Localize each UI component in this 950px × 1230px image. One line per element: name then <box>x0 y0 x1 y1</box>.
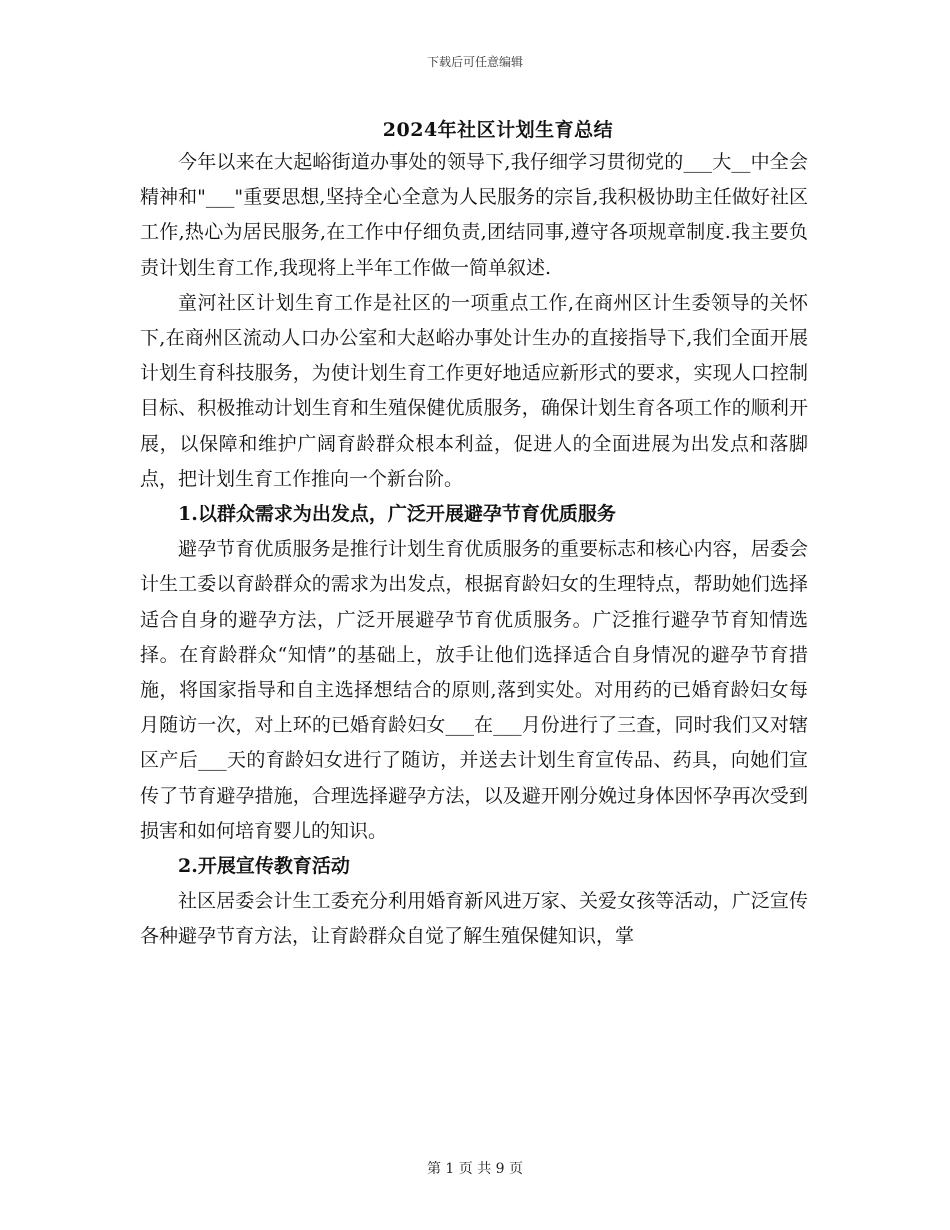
document-body <box>140 145 808 955</box>
page-footer: 第 1 页 共 9 页 <box>426 1161 524 1177</box>
paragraph-intro: 今年以来在大起峪街道办事处的领导下,我仔细学习贯彻党的___大__中全会精神和"___"重要思想,坚持全心全意为人民服务的宗旨,我积极协助主任做好社区工作,热心为居民服务,在工作中仔细负责,团结同事,遵守各项规章制度.我主要负责计划生育工作,我现将上半年工作做一简单叙述. <box>140 151 808 279</box>
section-heading-2: 2.开展宣传教育活动 <box>178 855 350 878</box>
document-title: 2024年社区计划生育总结 <box>382 119 614 141</box>
section-heading-1: 1.以群众需求为出发点，广泛开展避孕节育优质服务 <box>178 503 616 526</box>
paragraph-section-1: 避孕节育优质服务是推行计划生育优质服务的重要标志和核心内容，居委会计生工委以育龄群众的需求为出发点，根据育龄妇女的生理特点，帮助她们选择适合自身的避孕方法，广泛开展避孕节育优质服务。广泛推行避孕节育知情选择。在育龄群众“知情”的基础上，放手让他们选择适合自身情况的避孕节育措施，将国家指导和自主选择想结合的原则,落到实处。对用药的已婚育龄妇女每月随访一次，对上环的已婚育龄妇女___在___月份进行了三查，同时我们又对辖区产后___天的育龄妇女进行了随访，并送去计划生育宣传品、药具，向她们宣传了节育避孕措施，合理选择避孕方法，以及避开刚分娩过身体因怀孕再次受到损害和如何培育婴儿的知识。 <box>140 538 808 842</box>
paragraph-section-2: 社区居委会计生工委充分利用婚育新风进万家、关爱女孩等活动，广泛宣传各种避孕节育方法，让育龄群众自觉了解生殖保健知识，掌 <box>140 890 808 948</box>
header-note: 下载后可任意编辑 <box>426 55 523 69</box>
paragraph-overview: 童河社区计划生育工作是社区的一项重点工作,在商州区计生委领导的关怀下,在商州区流动人口办公室和大赵峪办事处计生办的直接指导下,我们全面开展计划生育科技服务，为使计划生育工作更好地适应新形式的要求，实现人口控制目标、积极推动计划生育和生殖保健优质服务，确保计划生育各项工作的顺利开展，以保障和维护广阔育龄群众根本利益，促进人的全面进展为出发点和落脚点，把计划生育工作推向一个新台阶。 <box>140 291 808 490</box>
